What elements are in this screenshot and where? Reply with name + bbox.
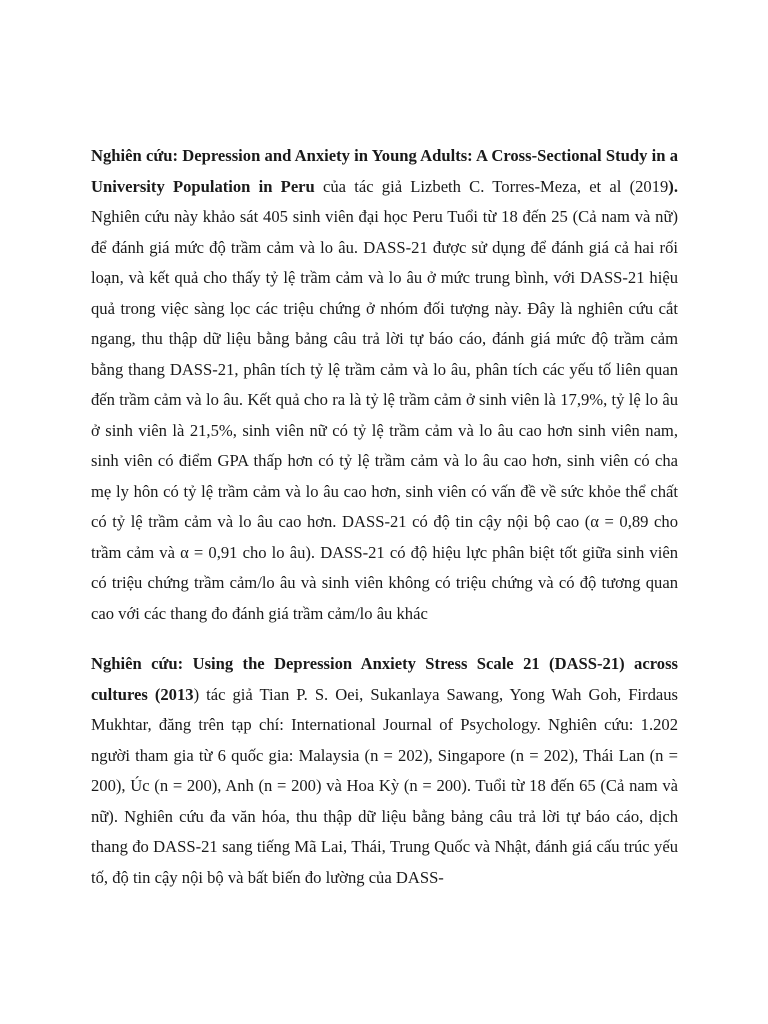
paragraph-peru-study xyxy=(91,141,678,629)
paragraph-dass21-cultures-study xyxy=(91,649,678,893)
text-run: Nghiên cứu này khảo sát 405 sinh viên đại học Peru Tuổi từ 18 đến 25 (Cả nam và nữ) để đánh giá mức độ trầm cảm và lo âu. DASS-21 được sử dụng để đánh giá cả hai rối loạn, và kết quả cho thấy tỷ lệ trầm cảm và lo âu ở mức trung bình, với DASS-21 hiệu quả trong việc sàng lọc các triệu chứng ở nhóm đối tượng này. Đây là nghiên cứu cắt ngang, thu thập dữ liệu bằng bảng câu trả lời tự báo cáo, đánh giá mức độ trầm cảm bằng thang DASS-21, phân tích tỷ lệ trầm cảm và lo âu, phân tích các yếu tố liên quan đến trầm cảm và lo âu. Kết quả cho ra là tỷ lệ trầm cảm ở sinh viên là 17,9%, tỷ lệ lo âu ở sinh viên là 21,5%, sinh viên nữ có tỷ lệ trầm cảm và lo âu cao hơn sinh viên nam, sinh viên có điểm GPA thấp hơn có tỷ lệ trầm cảm và lo âu cao hơn, sinh viên có cha mẹ ly hôn có tỷ lệ trầm cảm và lo âu cao hơn, sinh viên có vấn đề về sức khỏe thể chất có tỷ lệ trầm cảm và lo âu cao hơn. DASS-21 có độ tin cậy nội bộ cao (α = 0,89 cho trầm cảm và α = 0,91 cho lo âu). DASS-21 có độ hiệu lực phân biệt tốt giữa sinh viên có triệu chứng trầm cảm/lo âu và sinh viên không có triệu chứng và có độ tương quan cao với các thang đo đánh giá trầm cảm/lo âu khác xyxy=(91,207,678,623)
study-title-dass21-cultures: Nghiên cứu: Using the Depression Anxiety Stress Scale 21 (DASS-21) across cultures (2013 xyxy=(91,654,678,704)
document-page xyxy=(91,141,678,893)
text-run: của tác giả Lizbeth C. Torres-Meza, et al (2019 xyxy=(314,176,669,196)
study-title-peru: Nghiên cứu: Depression and Anxiety in Young Adults: A Cross-Sectional Study in a University Population in Peru xyxy=(91,146,678,196)
text-run-bold: ). xyxy=(668,176,678,196)
text-run: ) tác giả Tian P. S. Oei, Sukanlaya Sawang, Yong Wah Goh, Firdaus Mukhtar, đăng trên tạp chí: International Journal of Psychology. Nghiên cứu: 1.202 người tham gia từ 6 quốc gia: Malaysia (n = 202), Singapore (n = 202), Thái Lan (n = 200), Úc (n = 200), Anh (n = 200) và Hoa Kỳ (n = 200). Tuổi từ 18 đến 65 (Cả nam và nữ). Nghiên cứu đa văn hóa, thu thập dữ liệu bằng bảng câu trả lời tự báo cáo, dịch thang đo DASS-21 sang tiếng Mã Lai, Thái, Trung Quốc và Nhật, đánh giá cấu trúc yếu tố, độ tin cậy nội bộ và bất biến đo lường của DASS- xyxy=(91,684,678,887)
